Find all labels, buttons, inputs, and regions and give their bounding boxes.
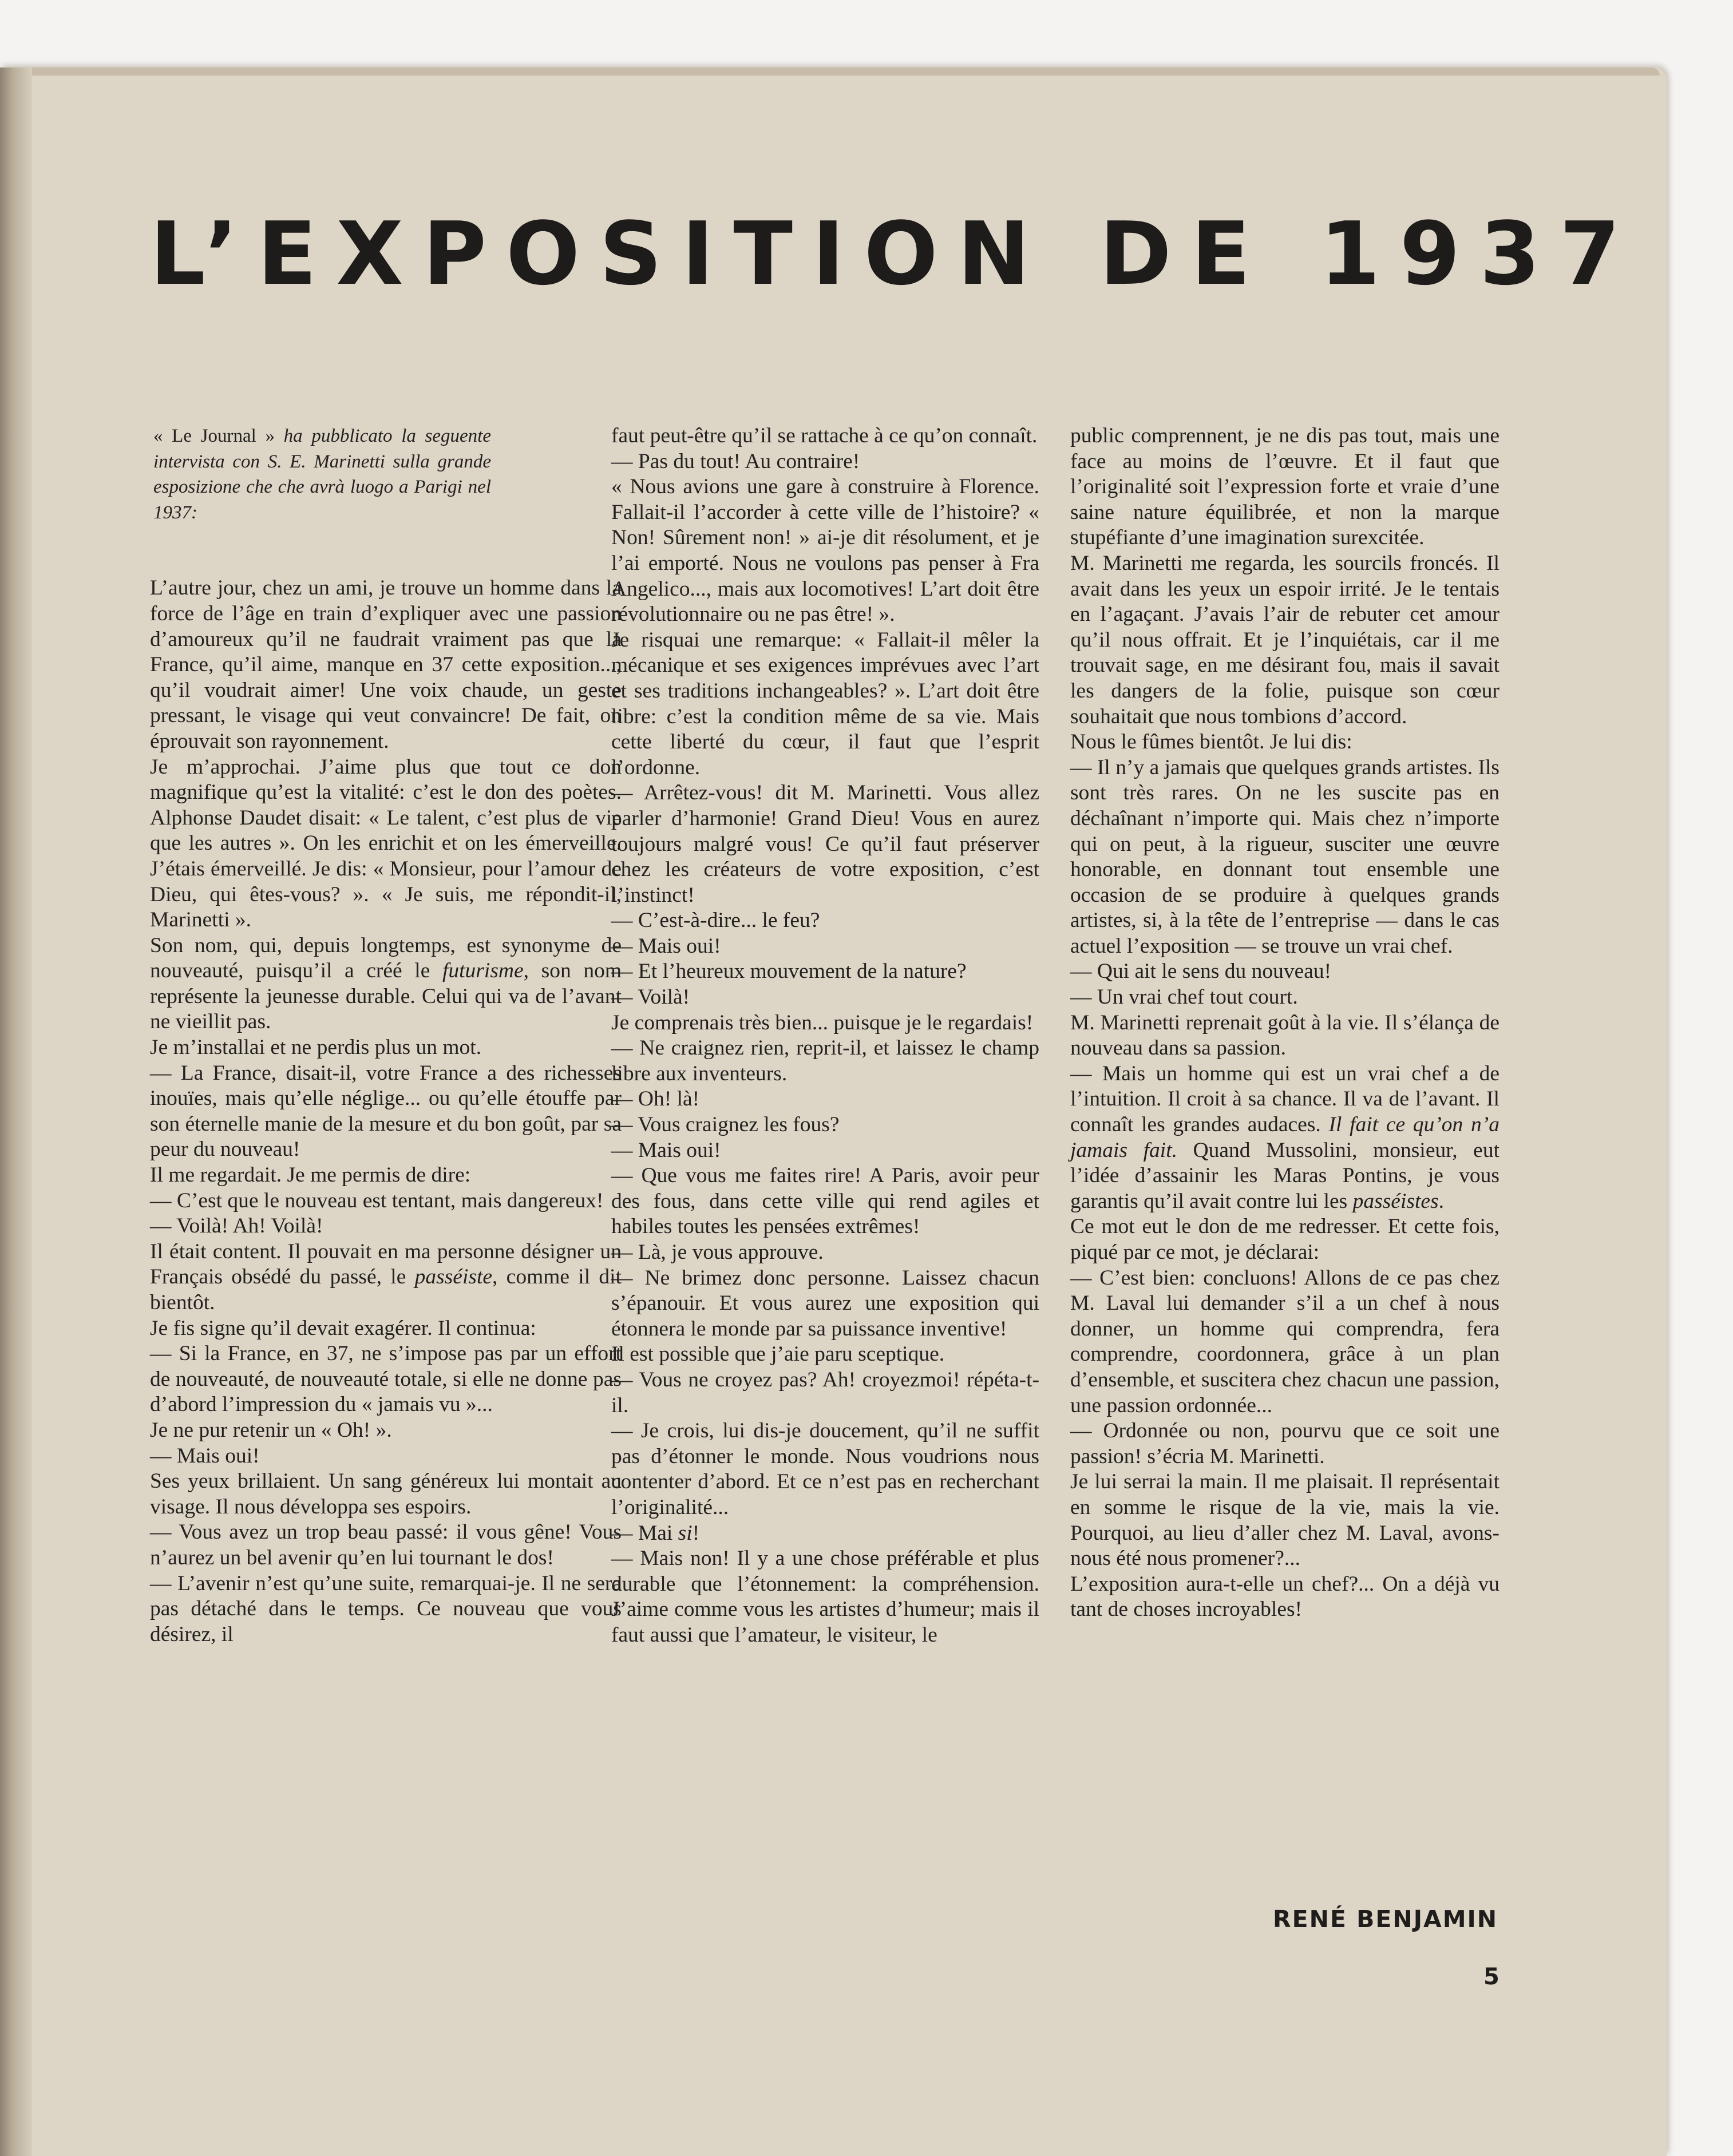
emphasis: si	[678, 1521, 693, 1545]
paragraph: Il est possible que j’aie paru sceptique.	[611, 1342, 945, 1366]
paragraph: — C’est-à-dire... le feu?	[611, 909, 820, 933]
article-column-3	[1070, 423, 1499, 1623]
paragraph: faut peut-être qu’il se rattache à ce qu’on connaît.	[611, 424, 1038, 447]
article-column-2	[611, 423, 1039, 1648]
paragraph: Je fis signe qu’il devait exagérer. Il continua:	[150, 1316, 536, 1340]
paragraph: — Arrêtez-vous! dit M. Marinetti. Vous allez parler d’harmonie! Grand Dieu! Vous en aurez toujours malgré vous! Ce qu’il faut préserver chez les créateurs de votre exposition, c’est l’instinct!	[611, 781, 1039, 907]
page-title: L’EXPOSITION DE 1937	[150, 203, 1640, 304]
journal-name: « Le Journal »	[153, 426, 275, 446]
paragraph: L’exposition aura-t-elle un chef?... On a déjà vu tant de choses incroyables!	[1070, 1572, 1499, 1622]
paragraph: — Là, je vous approuve.	[611, 1241, 824, 1264]
author-signature: RENÉ BENJAMIN	[1273, 1905, 1498, 1933]
paragraph: — Si la France, en 37, ne s’impose pas par un effort de nouveauté, de nouveauté totale, si elle ne donne pas d’abord l’impression du « jamais vu »...	[150, 1342, 622, 1417]
paragraph: — Ordonnée ou non, pourvu que ce soit une passion! s’écria M. Marinetti.	[1070, 1419, 1499, 1468]
paragraph: public comprennent, je ne dis pas tout, mais une face au moins de l’œuvre. Et il faut que l’originalité soit l’expression forte et vraie d’une saine nature équilibrée, et non la marque stupéfiante d’une imagination surexcitée.	[1070, 424, 1499, 550]
paragraph: — L’avenir n’est qu’une suite, remarquai-je. Il ne sera pas détaché dans le temps. Ce nouveau que vous désirez, il	[150, 1571, 622, 1646]
page-top-edge	[0, 68, 1660, 76]
paragraph: — Mais oui!	[611, 934, 721, 958]
paragraph: — Voilà!	[611, 985, 690, 1009]
paragraph: Je ne pur retenir un « Oh! ».	[150, 1418, 392, 1442]
paragraph: Je risquai une remarque: « Fallait-il mêler la mécanique et ses exigences imprévues avec l’art et ses traditions inchangeables? ». L’art doit être libre: c’est la condition même de sa vie. Mais cette liberté du cœur, il faut que l’esprit l’ordonne.	[611, 628, 1039, 779]
paragraph: — Mai si!	[611, 1521, 700, 1545]
paragraph: Son nom, qui, depuis longtemps, est synonyme de nouveauté, puisqu’il a créé le futurisme, son nom représente la jeunesse durable. Celui qui va de l’avant ne vieillit pas.	[150, 933, 622, 1034]
paragraph: — La France, disait-il, votre France a des richesses inouïes, mais qu’elle néglige... ou qu’elle étouffe par son éternelle manie de la mesure et du bon goût, par sa peur du nouveau!	[150, 1061, 622, 1162]
paragraph: — Que vous me faites rire! A Paris, avoir peur des fous, dans cette ville qui rend agiles et habiles toutes les pensées extrêmes!	[611, 1164, 1039, 1239]
intro-note	[153, 423, 491, 525]
emphasis: passéistes	[1352, 1189, 1439, 1213]
emphasis: Il fait ce qu’on n’a jamais fait.	[1070, 1113, 1499, 1162]
paragraph: — Mais oui!	[611, 1138, 721, 1162]
paragraph: Ses yeux brillaient. Un sang généreux lui montait au visage. Il nous développa ses espoirs.	[150, 1469, 622, 1519]
paragraph: — Et l’heureux mouvement de la nature?	[611, 960, 967, 984]
paragraph: Je comprenais très bien... puisque je le regardais!	[611, 1010, 1034, 1035]
paragraph: — Mais oui!	[150, 1444, 260, 1468]
binding-gutter	[0, 68, 32, 2156]
emphasis: passéiste	[414, 1265, 493, 1289]
intro-text: ha pubblicato la seguente intervista con S. E. Marinetti sulla grande esposizione che che avrà luogo a Parigi nel 1937:	[153, 426, 491, 523]
paragraph: Il me regardait. Je me permis de dire:	[150, 1163, 471, 1187]
paragraph: — Vous ne croyez pas? Ah! croyezmoi! répéta-t-il.	[611, 1368, 1039, 1417]
paragraph: Je lui serrai la main. Il me plaisait. Il représentait en somme le risque de la vie, mais la vie. Pourquoi, au lieu d’aller chez M. Laval, avons-nous été nous promener?...	[1070, 1470, 1499, 1571]
paragraph: — C’est bien: concluons! Allons de ce pas chez M. Laval lui demander s’il a un chef à nous donner, un homme qui comprendra, fera comprendre, coordonnera, grâce à un plan d’ensemble, et suscitera chez chacun une passion, une passion ordonnée...	[1070, 1266, 1499, 1417]
paragraph: — Mais non! Il y a une chose préférable et plus durable que l’étonnement: la compréhension. J’aime comme vous les artistes d’humeur; mais il faut aussi que l’amateur, le visiteur, le	[611, 1547, 1039, 1647]
paragraph: Nous le fûmes bientôt. Je lui dis:	[1070, 730, 1352, 754]
paragraph: — Voilà! Ah! Voilà!	[150, 1214, 323, 1238]
paragraph: — Qui ait le sens du nouveau!	[1070, 960, 1332, 984]
paragraph: — Ne craignez rien, reprit-il, et laissez le champ libre aux inventeurs.	[611, 1036, 1039, 1085]
emphasis: futurisme	[442, 959, 524, 983]
paragraph: Je m’installai et ne perdis plus un mot.	[150, 1036, 482, 1060]
paragraph: — Ne brimez donc personne. Laissez chacun s’épanouir. Et vous aurez une exposition qui étonnera le monde par sa puissance inventive!	[611, 1266, 1039, 1341]
paragraph: — Vous craignez les fous?	[611, 1113, 840, 1137]
paragraph: — C’est que le nouveau est tentant, mais dangereux!	[150, 1188, 604, 1212]
paragraph: — Pas du tout! Au contraire!	[611, 449, 860, 473]
paragraph: — Mais un homme qui est un vrai chef a de l’intuition. Il croit à sa chance. Il va de l’avant. Il connaît les grandes audaces. Il fait ce qu’on n’a jamais fait. Quand Mussolini, monsieur, eut l’idée d’assainir les Maras Pontins, je vous garantis qu’il avait contre lui les passéistes.	[1070, 1061, 1499, 1213]
paragraph: L’autre jour, chez un ami, je trouve un homme dans la force de l’âge en train d’expliquer avec une passion d’amoureux qu’il ne faudrait vraiment pas que la France, qu’il aime, manque en 37 cette exposition..., qu’il voudrait aimer! Une voix chaude, un geste pressant, le visage qui veut convaincre! De fait, on éprouvait son rayonnement.	[150, 576, 622, 753]
paragraph: Il était content. Il pouvait en ma personne désigner un Français obsédé du passé, le passéiste, comme il dit bientôt.	[150, 1239, 622, 1314]
page-number: 5	[1483, 1964, 1499, 1990]
paragraph: Je m’approchai. J’aime plus que tout ce don magnifique qu’est la vitalité: c’est le don des poètes. Alphonse Daudet disait: « Le talent, c’est plus de vie que les autres ». On les enrichit et on les émerveille. J’étais émerveillé. Je dis: « Monsieur, pour l’amour de Dieu, qui êtes-vous? ». « Je suis, me répondit-il, Marinetti ».	[150, 755, 622, 932]
paragraph: M. Marinetti reprenait goût à la vie. Il s’élança de nouveau dans sa passion.	[1070, 1010, 1499, 1060]
intro-spacer	[150, 525, 622, 576]
paragraph: — Vous avez un trop beau passé: il vous gêne! Vous n’aurez un bel avenir qu’en lui tournant le dos!	[150, 1520, 622, 1570]
paragraph: Ce mot eut le don de me redresser. Et cette fois, piqué par ce mot, je déclarai:	[1070, 1215, 1499, 1264]
article-column-1	[150, 423, 622, 1647]
paragraph: « Nous avions une gare à construire à Florence. Fallait-il l’accorder à cette ville de l’histoire? « Non! Sûrement non! » ai-je dit résolument, et je l’ai emporté. Nous ne voulons pas penser à Fra Angelico..., mais aux locomotives! L’art doit être révolutionnaire ou ne pas être! ».	[611, 475, 1039, 627]
paragraph: — Oh! là!	[611, 1087, 700, 1111]
paragraph: — Il n’y a jamais que quelques grands artistes. Ils sont très rares. On ne les suscite pas en déchaînant n’importe qui. Mais chez n’importe qui on peut, à la rigueur, susciter une œuvre honorable, en donnant tout ensemble une occasion de se produire à quelques grands artistes, si, à la tête de l’entreprise — dans le cas actuel l’exposition — se trouve un vrai chef.	[1070, 755, 1499, 958]
paragraph: — Je crois, lui dis-je doucement, qu’il ne suffit pas d’étonner le monde. Nous voudrions nous contenter d’abord. Et ce n’est pas en recherchant l’originalité...	[611, 1419, 1039, 1519]
paragraph: — Un vrai chef tout court.	[1070, 985, 1298, 1009]
paragraph: M. Marinetti me regarda, les sourcils froncés. Il avait dans les yeux un espoir irrité. Je le tentais en l’agaçant. J’avais l’air de rebuter cet amour qu’il nous offrait. Et je l’inquiétais, car il me trouvait sage, en me désirant fou, mais il savait les dangers de la folie, puisque son cœur souhaitait que nous tombions d’accord.	[1070, 551, 1499, 728]
